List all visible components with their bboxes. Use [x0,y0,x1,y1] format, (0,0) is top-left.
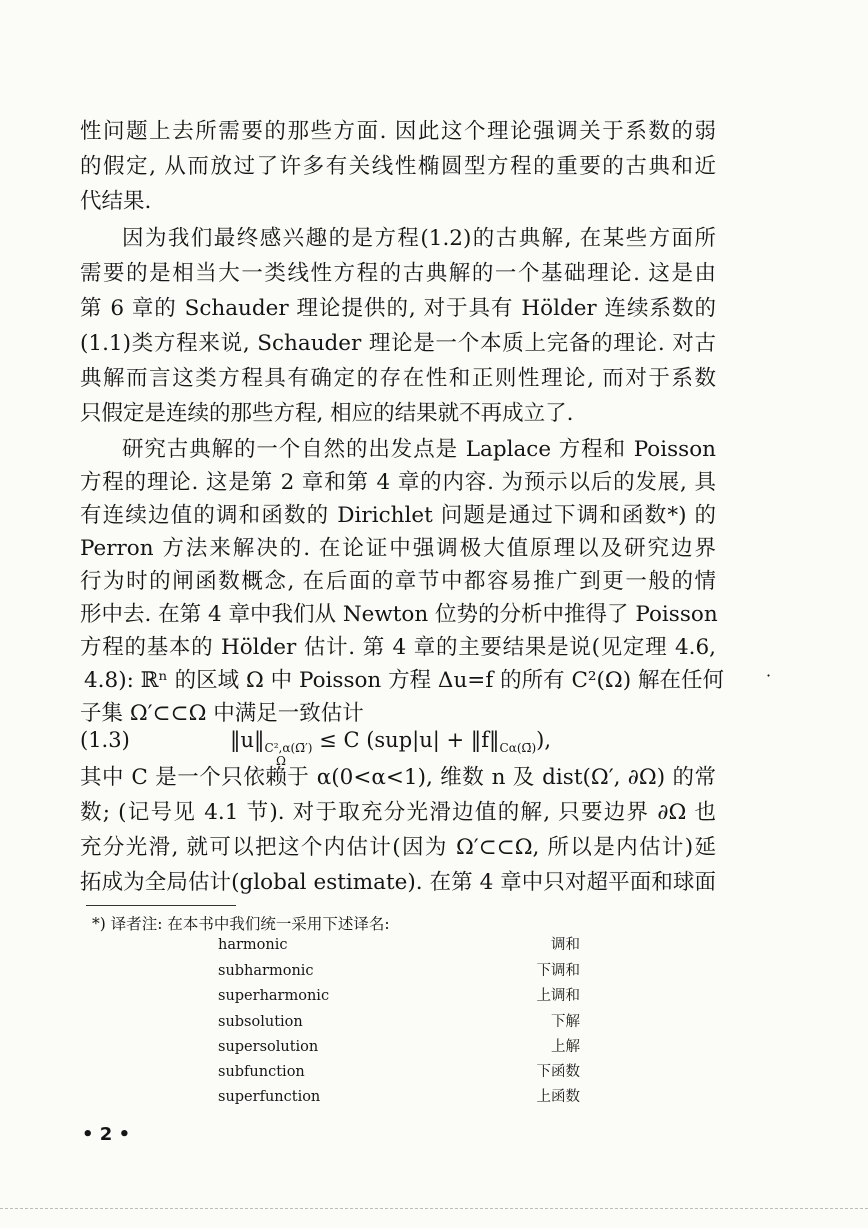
equation-body [230,728,552,755]
text-line: 方程的理论. 这是第 2 章和第 4 章的内容. 为预示以后的发展, 具 [80,470,716,495]
sup-domain-label: Ω [276,754,286,768]
term-chinese: 上解 [551,1039,580,1055]
page-number: • 2 • [82,1124,131,1145]
footnote-rule [86,905,236,906]
equation-rhs: C (sup|u| + ‖f‖ [343,728,500,752]
text-line: 行为时的闸函数概念, 在后面的章节中都容易推广到更一般的情 [80,569,716,594]
text-line: 方程的基本的 Hölder 估计. 第 4 章的主要结果是说(见定理 4.6, [80,635,716,660]
term-chinese: 下解 [551,1014,580,1030]
equation-number: (1.3) [80,728,130,752]
term-english: subsolution [218,1014,303,1030]
text-line: 典解而言这类方程具有确定的存在性和正则性理论, 而对于系数 [80,366,716,391]
term-english: superfunction [218,1089,321,1105]
text-line: (1.1)类方程来说, Schauder 理论是一个本质上完备的理论. 对古 [80,331,716,356]
term-english: subharmonic [218,963,314,979]
text-line: 充分光滑, 就可以把这个内估计(因为 Ω′⊂⊂Ω, 所以是内估计)延 [80,835,716,860]
text-line: 第 6 章的 Schauder 理论提供的, 对于具有 Hölder 连续系数的 [80,296,716,321]
text-line: 其中 C 是一个只依赖于 α(0<α<1), 维数 n 及 dist(Ω′, ∂Ω) 的常 [80,765,716,790]
text-line: 有连续边值的调和函数的 Dirichlet 问题是通过下调和函数*) 的 [80,503,716,528]
equation-lhs: ‖u‖ [230,728,265,752]
footnote-heading: *) 译者注: 在本书中我们统一采用下述译名: [92,915,390,933]
term-english: superharmonic [218,988,330,1004]
text-line: 代结果. [80,189,152,214]
text-line: 因为我们最终感兴趣的是方程(1.2)的古典解, 在某些方面所 [122,226,716,251]
term-english: subfunction [218,1064,305,1080]
text-line: 的假定, 从而放过了许多有关线性椭圆型方程的重要的古典和近 [80,154,716,179]
scan-speck: · [766,666,772,685]
equation-lhs-subscript: C²,α(Ω̄′) [264,741,313,755]
text-line: 4.8): ℝⁿ 的区域 Ω 中 Poisson 方程 Δu=f 的所有 C²(Ω) 解在任何 [84,668,724,693]
scan-edge [0,1208,868,1209]
term-chinese: 下函数 [536,1064,580,1080]
term-chinese: 下调和 [536,963,580,979]
equation-rhs-subscript: Cα(Ω̄) [499,741,537,755]
text-line: 只假定是连续的那些方程, 相应的结果就不再成立了. [80,401,574,426]
text-line: 研究古典解的一个自然的出发点是 Laplace 方程和 Poisson [122,437,716,462]
term-english: supersolution [218,1039,319,1055]
text-line: 性问题上去所需要的那些方面. 因此这个理论强调关于系数的弱 [80,119,716,144]
equation-rhs-close: ), [536,728,552,752]
text-line: 形中去. 在第 4 章中我们从 Newton 位势的分析中推得了 Poisson [80,602,718,627]
text-line: 拓成为全局估计(global estimate). 在第 4 章中只对超平面和球面 [80,870,716,895]
term-chinese: 上调和 [536,988,580,1004]
text-line: 需要的是相当大一类线性方程的古典解的一个基础理论. 这是由 [80,261,716,286]
text-line: 数; (记号见 4.1 节). 对于取充分光滑边值的解, 只要边界 ∂Ω 也 [80,800,716,825]
term-english: harmonic [218,937,288,953]
term-chinese: 上函数 [536,1089,580,1105]
term-chinese: 调和 [551,937,580,953]
text-line: 子集 Ω′⊂⊂Ω 中满足一致估计 [80,701,364,726]
text-line: Perron 方法来解决的. 在论证中强调极大值原理以及研究边界 [80,536,716,561]
equation-relation: ≤ [319,728,337,752]
